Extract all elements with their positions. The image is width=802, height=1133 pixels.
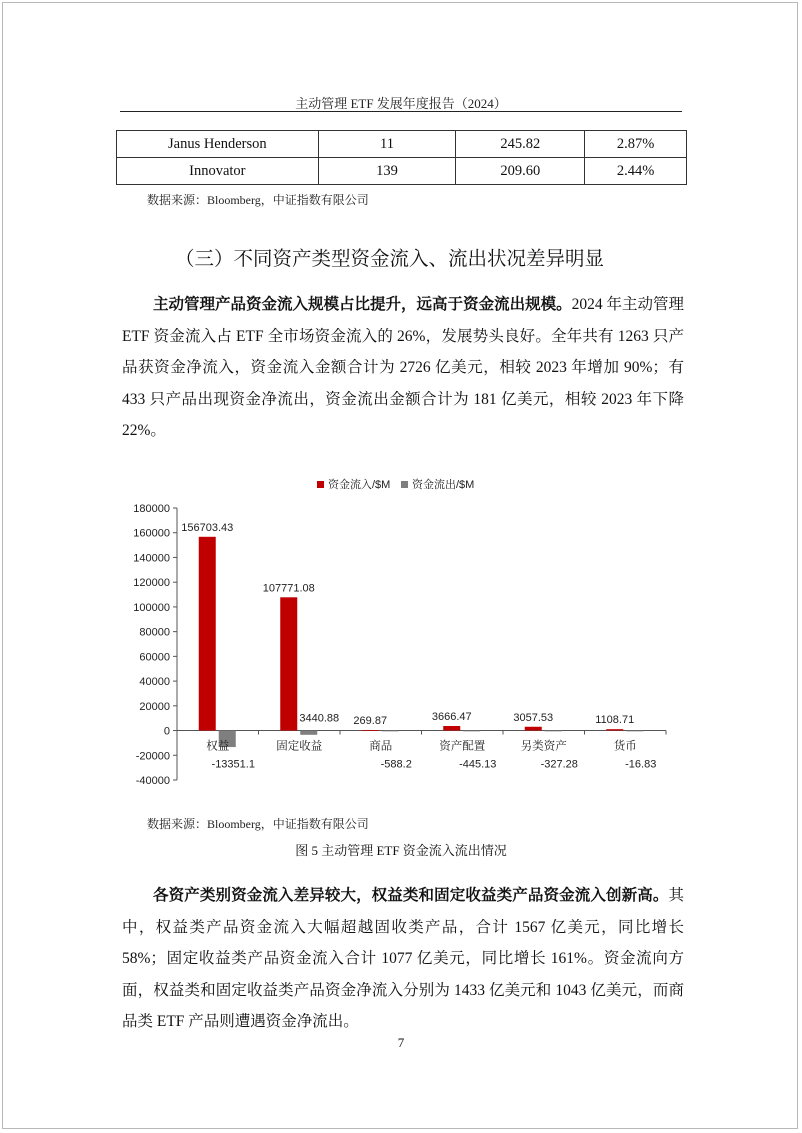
paragraph-2-body: 其中，权益类产品资金流入大幅超越固收类产品，合计 1567 亿美元，同比增长 58%；固定收益类产品资金流入合计 1077 亿美元，同比增长 161%。资金流向方面，权益类和固定收益类产品资金净流入分别为 1433 亿美元和 1043 亿美元，而商品类 ETF 产品则遭遇资金净流出。 bbox=[122, 887, 684, 1030]
figure-caption: 图 5 主动管理 ETF 资金流入流出情况 bbox=[295, 843, 507, 858]
y-tick-label: 40000 bbox=[139, 676, 170, 689]
category-label-0: 权益 bbox=[206, 740, 230, 753]
table-row bbox=[117, 131, 687, 158]
y-tick-label: 120000 bbox=[133, 577, 170, 590]
category-label-5: 货币 bbox=[613, 740, 637, 753]
y-tick-label: 20000 bbox=[139, 700, 170, 713]
table-cell-aum: 245.82 bbox=[456, 131, 585, 158]
chart-svg bbox=[120, 470, 682, 800]
section-heading: （三）不同资产类型资金流入、流出状况差异明显 bbox=[175, 247, 605, 270]
data-label-outflow-1: 3440.88 bbox=[299, 712, 340, 725]
bar-inflow-0 bbox=[199, 537, 216, 731]
bar-inflow-3 bbox=[443, 726, 460, 731]
data-label-outflow-2: -588.2 bbox=[380, 758, 412, 771]
y-tick-label: 140000 bbox=[133, 552, 170, 565]
table-cell-count: 11 bbox=[318, 131, 456, 158]
y-tick-label: 180000 bbox=[133, 503, 170, 515]
category-label-2: 商品 bbox=[369, 740, 393, 753]
paragraph-1-lead: 主动管理产品资金流入规模占比提升，远高于资金流出规模。 bbox=[153, 296, 572, 313]
bar-inflow-1 bbox=[280, 597, 297, 730]
table-cell-manager: Janus Henderson bbox=[117, 131, 319, 158]
data-label-inflow-4: 3057.53 bbox=[513, 711, 554, 724]
table-source-note: 数据来源：Bloomberg，中证指数有限公司 bbox=[147, 193, 369, 207]
table-cell-share: 2.87% bbox=[585, 131, 687, 158]
bar-inflow-5 bbox=[606, 729, 623, 730]
table-cell-share: 2.44% bbox=[585, 158, 687, 185]
table-cell-manager: Innovator bbox=[117, 158, 319, 185]
y-tick-label: 80000 bbox=[139, 626, 170, 639]
table-cell-count: 139 bbox=[318, 158, 456, 185]
y-tick-label: 60000 bbox=[139, 651, 170, 664]
data-label-inflow-2: 269.87 bbox=[353, 715, 388, 728]
bar-outflow-5 bbox=[626, 731, 643, 732]
page-number: 7 bbox=[397, 1035, 405, 1050]
paragraph-2 bbox=[122, 880, 684, 1038]
data-label-outflow-5: -16.83 bbox=[625, 758, 657, 771]
legend-swatch-0 bbox=[317, 481, 324, 488]
table-row bbox=[117, 158, 687, 185]
bar-outflow-3 bbox=[463, 731, 480, 732]
y-tick-label: 100000 bbox=[133, 601, 170, 614]
category-label-3: 资产配置 bbox=[439, 740, 486, 753]
category-label-1: 固定收益 bbox=[276, 740, 323, 753]
paragraph-1 bbox=[122, 289, 684, 447]
paragraph-2-lead: 各资产类别资金流入差异较大，权益类和固定收益类产品资金流入创新高。 bbox=[153, 887, 669, 904]
y-tick-label: 160000 bbox=[133, 527, 170, 540]
data-label-inflow-1: 107771.08 bbox=[262, 582, 315, 595]
bar-inflow-2 bbox=[362, 730, 379, 731]
y-tick-label: 0 bbox=[163, 725, 170, 738]
paragraph-1-body: 2024 年主动管理 ETF 资金流入占 ETF 全市场资金流入的 26%，发展势头良好。全年共有 1263 只产品获资金净流入，资金流入金额合计为 2726 亿美元，相较 2023 年增加 90%；有 433 只产品出现资金净流出，资金流出金额合计为 181 亿美元，相较 2023 年下降 22%。 bbox=[122, 296, 684, 439]
table-cell-aum: 209.60 bbox=[456, 158, 585, 185]
y-tick-label: -20000 bbox=[135, 750, 170, 763]
data-label-outflow-3: -445.13 bbox=[459, 758, 497, 771]
category-label-4: 另类资产 bbox=[520, 740, 567, 753]
y-tick-label: -40000 bbox=[135, 775, 170, 787]
bar-outflow-4 bbox=[545, 731, 562, 732]
legend-label-0: 资金流入/$M bbox=[328, 479, 391, 491]
data-label-inflow-0: 156703.43 bbox=[181, 521, 234, 534]
header-rule bbox=[120, 111, 682, 112]
bar-inflow-4 bbox=[525, 727, 542, 731]
bar-outflow-2 bbox=[382, 731, 399, 732]
data-label-outflow-0: -13351.1 bbox=[211, 758, 255, 771]
figure-source-note: 数据来源：Bloomberg，中证指数有限公司 bbox=[147, 817, 369, 831]
fund-table bbox=[116, 130, 687, 185]
fund-flow-chart bbox=[120, 470, 682, 800]
data-label-inflow-5: 1108.71 bbox=[595, 714, 635, 727]
data-label-outflow-4: -327.28 bbox=[540, 758, 578, 771]
legend-swatch-1 bbox=[401, 481, 408, 488]
data-label-inflow-3: 3666.47 bbox=[431, 711, 472, 724]
bar-outflow-1 bbox=[300, 731, 317, 735]
running-header: 主动管理 ETF 发展年度报告（2024） bbox=[295, 96, 507, 111]
legend-label-1: 资金流出/$M bbox=[412, 479, 475, 491]
